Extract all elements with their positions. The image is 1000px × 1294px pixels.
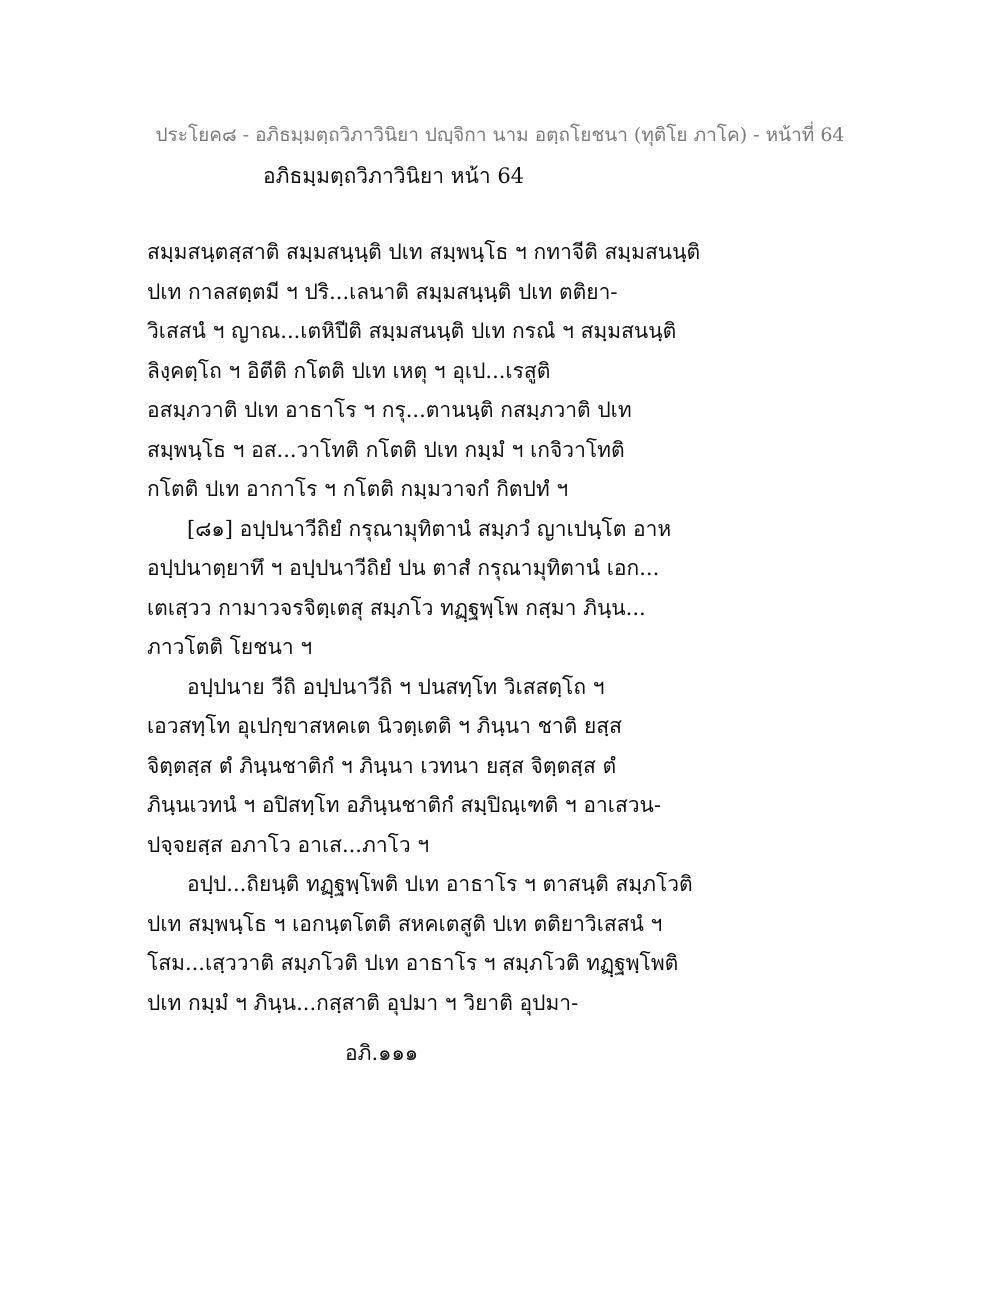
- text-line: เอวสทฺโท อุเปกฺขาสหคเต นิวตฺเตติ ฯ ภินฺนา ชาติ ยสฺส: [147, 714, 622, 738]
- text-line: วิเสสนํ ฯ ญาณ...เตหิปีติ สมฺมสนนฺติ ปเท กรณํ ฯ สมฺมสนนฺติ: [147, 319, 677, 343]
- text-line: ภินฺนเวทนํ ฯ อปิสทฺโท อภินฺนชาติกํ สมฺปิณฺเฑติ ฯ อาเสวน-: [147, 793, 662, 817]
- text-line: ปเท กมฺมํ ฯ ภินฺน...กสฺสาติ อุปมา ฯ วิยาติ อุปมา-: [147, 990, 579, 1015]
- text-line: ปเท กาลสตฺตมี ฯ ปริ...เลนาติ สมฺมสนฺนฺติ ปเท ตติยา-: [147, 279, 618, 304]
- body-text: [147, 233, 867, 1023]
- text-line: โสม...เสฺววาติ สมฺภโวติ ปเท อาธาโร ฯ สมฺภโวติ ทฏฺฐพฺโพติ: [147, 951, 679, 975]
- text-line: ปจฺจยสฺส อภาโว อาเส...ภาโว ฯ: [147, 832, 430, 857]
- paragraph-first-line: อปฺปนาย วีถิ อปฺปนาวีถิ ฯ ปนสทฺโท วิเสสตฺโถ ฯ: [187, 674, 605, 699]
- paragraph-first-line: [๘๑] อปฺปนาวีถิยํ กรุณามุทิตานํ สมฺภวํ ญาเปนฺโต อาห: [187, 516, 672, 541]
- text-line: ลิงฺคตฺโถ ฯ อิตีติ กโตติ ปเท เหตุ ฯ อุเป...เรสูติ: [147, 358, 551, 383]
- text-line: ภาวโตติ โยชนา ฯ: [147, 635, 313, 659]
- text-line: จิตฺตสฺส ตํ ภินฺนชาติกํ ฯ ภินฺนา เวทนา ยสฺส จิตฺตสฺส ตํ: [147, 753, 617, 778]
- paragraph-first-line: อปฺป...ถิยนฺติ ทฏฺฐพฺโพติ ปเท อาธาโร ฯ ตาสนฺติ สมฺภโวติ: [187, 872, 693, 896]
- text-line: ปเท สมฺพนฺโธ ฯ เอกนฺตโตติ สหคเตสูติ ปเท ตติยาวิเสสนํ ฯ: [147, 911, 663, 936]
- text-line: เตเสฺวว กามาวจรจิตฺเตสุ สมฺภโว ทฏฺฐพฺโพ กสฺมา ภินฺน...: [147, 595, 646, 620]
- footer-signature: อภิ.๑๑๑: [345, 1041, 419, 1065]
- text-line: อปฺปนาตฺยาทึ ฯ อปฺปนาวีถิยํ ปน ตาสํ กรุณามุทิตานํ เอก...: [147, 556, 660, 580]
- running-header: ประโยค๘ - อภิธมฺมตฺถวิภาวินิยา ปญฺจิกา นาม อตฺถโยชนา (ทุติโย ภาโค) - หน้าที่ 64: [155, 124, 845, 146]
- text-line: สมฺมสนฺตสฺสาติ สมฺมสนฺนฺติ ปเท สมฺพนฺโธ ฯ กทาจีติ สมฺมสนนฺติ: [147, 240, 701, 264]
- text-line: กโตติ ปเท อากาโร ฯ กโตติ กมฺมวาจกํ กิตปทํ ฯ: [147, 477, 569, 501]
- page-title: อภิธมฺมตฺถวิภาวินิยา หน้า 64: [263, 164, 525, 188]
- text-line: อสมฺภวาติ ปเท อาธาโร ฯ กรุ...ตานนฺติ กสมฺภวาติ ปเท: [147, 398, 632, 422]
- text-line: สมฺพนฺโธ ฯ อส...วาโทติ กโตติ ปเท กมฺมํ ฯ เกจิวาโทติ: [147, 437, 625, 462]
